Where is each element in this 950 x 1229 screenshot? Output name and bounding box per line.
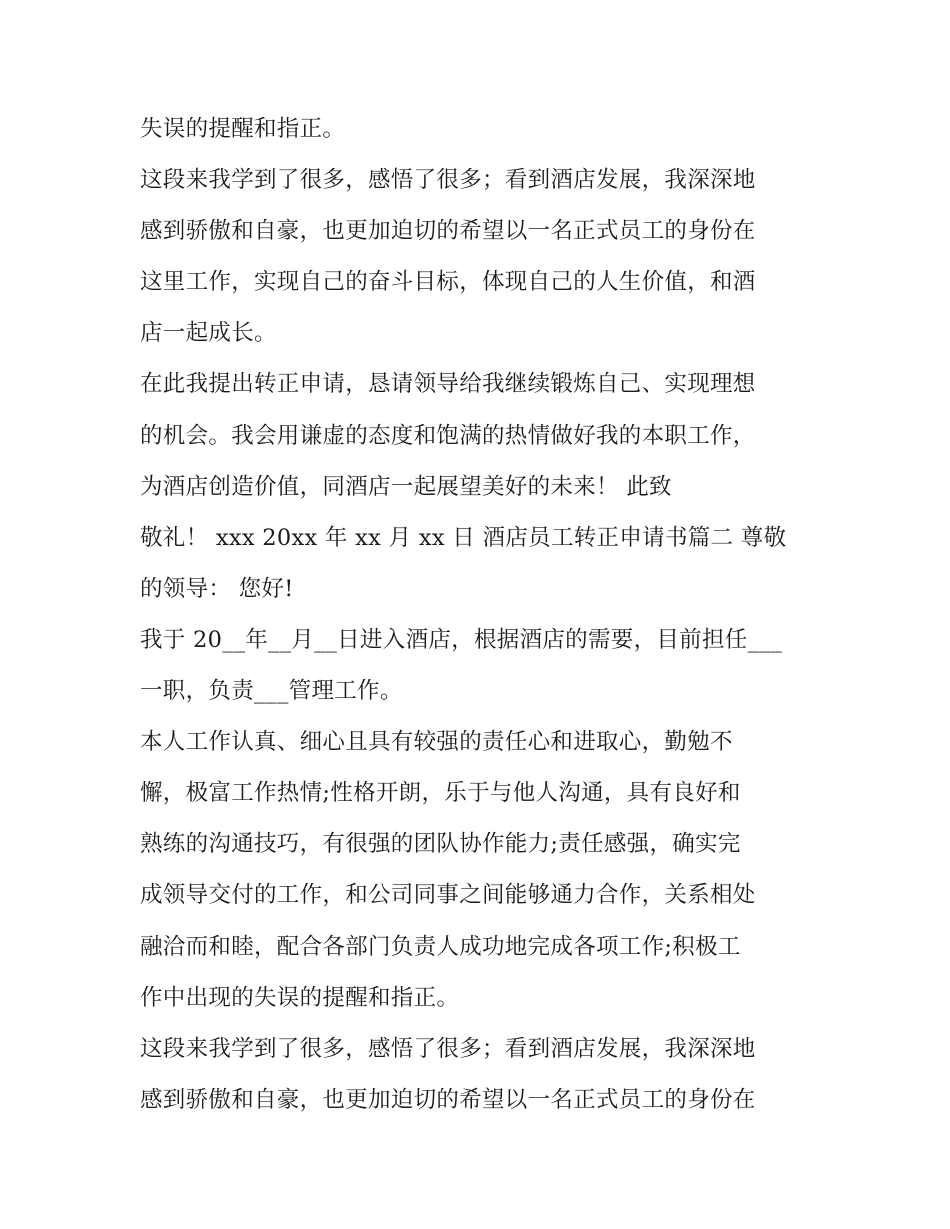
text-line: 这段来我学到了很多，感悟了很多；看到酒店发展，我深深地 xyxy=(140,167,756,194)
text-line: 失误的提醒和指正。 xyxy=(140,116,346,142)
text-line: 为酒店创造价值，同酒店一起展望美好的未来！ 此致 xyxy=(140,473,672,500)
text-line: 敬礼！ xxx 20xx 年 xx 月 xx 日 酒店员工转正申请书篇二 尊敬 xyxy=(140,524,787,551)
text-line: 感到骄傲和自豪，也更加迫切的希望以一名正式员工的身份在 xyxy=(140,218,756,245)
text-line: 我于 20__年__月__日进入酒店，根据酒店的需要，目前担任___ xyxy=(140,626,783,653)
text-line: 熟练的沟通技巧，有很强的团队协作能力;责任感强，确实完 xyxy=(140,831,741,858)
text-line: 的领导： 您好! xyxy=(140,575,294,602)
text-line: 这段来我学到了很多，感悟了很多；看到酒店发展，我深深地 xyxy=(140,1035,756,1062)
text-line: 成领导交付的工作，和公司同事之间能够通力合作，关系相处 xyxy=(140,882,756,909)
text-line: 在此我提出转正申请，恳请领导给我继续锻炼自己、实现理想 xyxy=(140,371,756,398)
text-line: 融洽而和睦，配合各部门负责人成功地完成各项工作;积极工 xyxy=(140,933,741,960)
document-body xyxy=(140,104,820,1126)
text-line: 懈，极富工作热情;性格开朗，乐于与他人沟通，具有良好和 xyxy=(140,780,741,807)
text-line: 店一起成长。 xyxy=(140,320,277,347)
text-line: 作中出现的失误的提醒和指正。 xyxy=(140,984,460,1011)
text-line: 的机会。我会用谦虚的态度和饱满的热情做好我的本职工作， xyxy=(140,422,756,449)
text-line: 感到骄傲和自豪，也更加迫切的希望以一名正式员工的身份在 xyxy=(140,1086,756,1113)
text-line: 本人工作认真、细心且具有较强的责任心和进取心，勤勉不 xyxy=(140,729,733,756)
text-line: 这里工作，实现自己的奋斗目标，体现自己的人生价值，和酒 xyxy=(140,269,756,296)
text-line: 一职，负责___管理工作。 xyxy=(140,678,403,705)
